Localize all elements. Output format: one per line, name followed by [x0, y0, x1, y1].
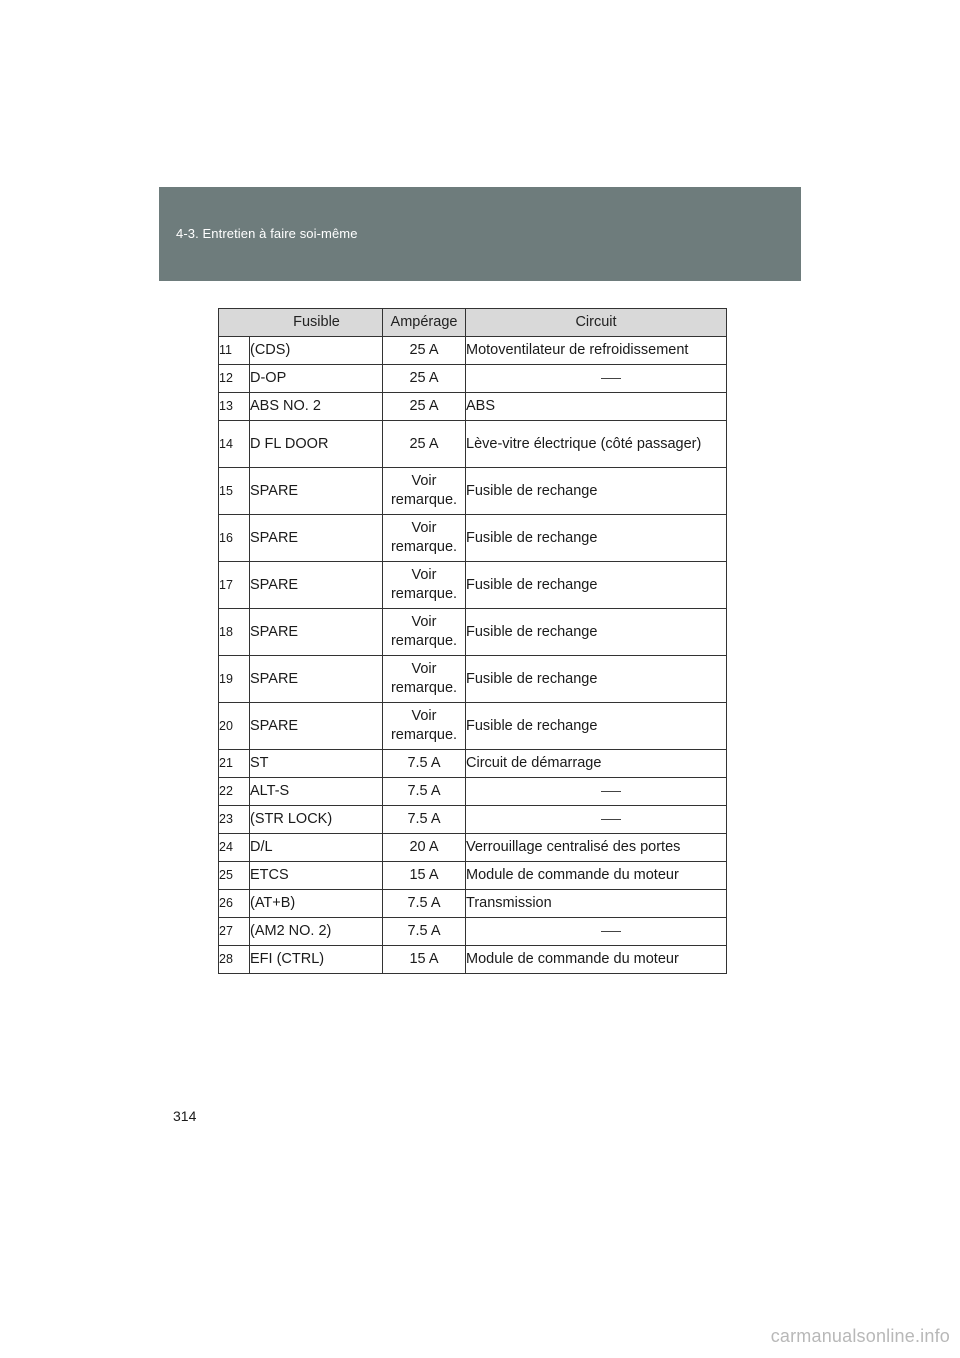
fuse-table-body [219, 337, 727, 974]
fuse-name: ALT-S [250, 778, 383, 806]
table-row [219, 703, 727, 750]
table-row [219, 468, 727, 515]
table-row [219, 562, 727, 609]
fuse-amperage: Voir remarque. [383, 609, 466, 656]
watermark: carmanualsonline.info [770, 1326, 950, 1346]
fuse-circuit: Module de commande du moteur [466, 862, 727, 890]
fuse-circuit-none [466, 778, 727, 806]
fuse-number: 27 [219, 918, 250, 946]
fuse-name: EFI (CTRL) [250, 946, 383, 974]
fuse-amperage: 25 A [383, 421, 466, 468]
fuse-number: 19 [219, 656, 250, 703]
fuse-amperage: 7.5 A [383, 806, 466, 834]
fuse-amperage: 25 A [383, 393, 466, 421]
fuse-amperage: 25 A [383, 337, 466, 365]
fuse-name: D-OP [250, 365, 383, 393]
fuse-name: SPARE [250, 703, 383, 750]
table-row [219, 946, 727, 974]
fuse-circuit: Fusible de rechange [466, 656, 727, 703]
table-header-row [219, 309, 727, 337]
fuse-name: SPARE [250, 656, 383, 703]
table-row [219, 806, 727, 834]
fuse-circuit: Transmission [466, 890, 727, 918]
fuse-amperage: 15 A [383, 862, 466, 890]
fuse-number: 17 [219, 562, 250, 609]
fuse-name: ST [250, 750, 383, 778]
table-row [219, 337, 727, 365]
fuse-name: ABS NO. 2 [250, 393, 383, 421]
fuse-amperage: 7.5 A [383, 890, 466, 918]
fuse-name: SPARE [250, 468, 383, 515]
table-row [219, 421, 727, 468]
fuse-amperage: 25 A [383, 365, 466, 393]
fuse-amperage: Voir remarque. [383, 703, 466, 750]
fuse-circuit: Fusible de rechange [466, 562, 727, 609]
fuse-number: 25 [219, 862, 250, 890]
fuse-name: (CDS) [250, 337, 383, 365]
fuse-amperage: Voir remarque. [383, 515, 466, 562]
table-row [219, 750, 727, 778]
fuse-name: (AM2 NO. 2) [250, 918, 383, 946]
em-dash-line [601, 378, 621, 379]
fuse-amperage: Voir remarque. [383, 562, 466, 609]
fuse-number: 15 [219, 468, 250, 515]
fuse-number: 11 [219, 337, 250, 365]
table-row [219, 609, 727, 656]
fuse-name: SPARE [250, 515, 383, 562]
fuse-number: 26 [219, 890, 250, 918]
fuse-circuit: Fusible de rechange [466, 515, 727, 562]
fuse-circuit-none [466, 806, 727, 834]
section-title: 4-3. Entretien à faire soi-même [176, 226, 358, 241]
fuse-number: 24 [219, 834, 250, 862]
fuse-number: 18 [219, 609, 250, 656]
fuse-number: 20 [219, 703, 250, 750]
em-dash-line [601, 931, 621, 932]
fuse-circuit-none [466, 365, 727, 393]
fuse-number: 14 [219, 421, 250, 468]
table-row [219, 834, 727, 862]
fuse-circuit: Fusible de rechange [466, 609, 727, 656]
fuse-circuit: Fusible de rechange [466, 703, 727, 750]
page-number: 314 [173, 1108, 197, 1124]
fuse-number: 13 [219, 393, 250, 421]
fuse-number: 28 [219, 946, 250, 974]
table-row [219, 918, 727, 946]
column-header-circuit: Circuit [466, 309, 727, 337]
fuse-name: D FL DOOR [250, 421, 383, 468]
table-row [219, 365, 727, 393]
fuse-number: 23 [219, 806, 250, 834]
fuse-amperage: Voir remarque. [383, 656, 466, 703]
fuse-circuit: Circuit de démarrage [466, 750, 727, 778]
table-row [219, 515, 727, 562]
fuse-name: (AT+B) [250, 890, 383, 918]
fuse-amperage: 7.5 A [383, 778, 466, 806]
fuse-number: 16 [219, 515, 250, 562]
table-row [219, 862, 727, 890]
table-row [219, 890, 727, 918]
column-header-fusible: Fusible [219, 309, 383, 337]
fuse-circuit: Lève-vitre électrique (côté passager) [466, 421, 727, 468]
fuse-number: 12 [219, 365, 250, 393]
fuse-amperage: 7.5 A [383, 918, 466, 946]
fuse-circuit: Verrouillage centralisé des portes [466, 834, 727, 862]
fuse-name: SPARE [250, 562, 383, 609]
fuse-circuit: ABS [466, 393, 727, 421]
fuse-amperage: 20 A [383, 834, 466, 862]
fuse-amperage: 7.5 A [383, 750, 466, 778]
fuse-name: SPARE [250, 609, 383, 656]
fuse-number: 22 [219, 778, 250, 806]
column-header-amperage: Ampérage [383, 309, 466, 337]
fuse-circuit-none [466, 918, 727, 946]
fuse-name: (STR LOCK) [250, 806, 383, 834]
fuse-circuit: Module de commande du moteur [466, 946, 727, 974]
table-row [219, 393, 727, 421]
em-dash-line [601, 791, 621, 792]
fuse-amperage: 15 A [383, 946, 466, 974]
table-row [219, 656, 727, 703]
fuse-number: 21 [219, 750, 250, 778]
fuse-circuit: Motoventilateur de refroidissement [466, 337, 727, 365]
em-dash-line [601, 819, 621, 820]
table-row [219, 778, 727, 806]
fuse-table [218, 308, 727, 974]
fuse-name: ETCS [250, 862, 383, 890]
fuse-amperage: Voir remarque. [383, 468, 466, 515]
fuse-circuit: Fusible de rechange [466, 468, 727, 515]
fuse-name: D/L [250, 834, 383, 862]
